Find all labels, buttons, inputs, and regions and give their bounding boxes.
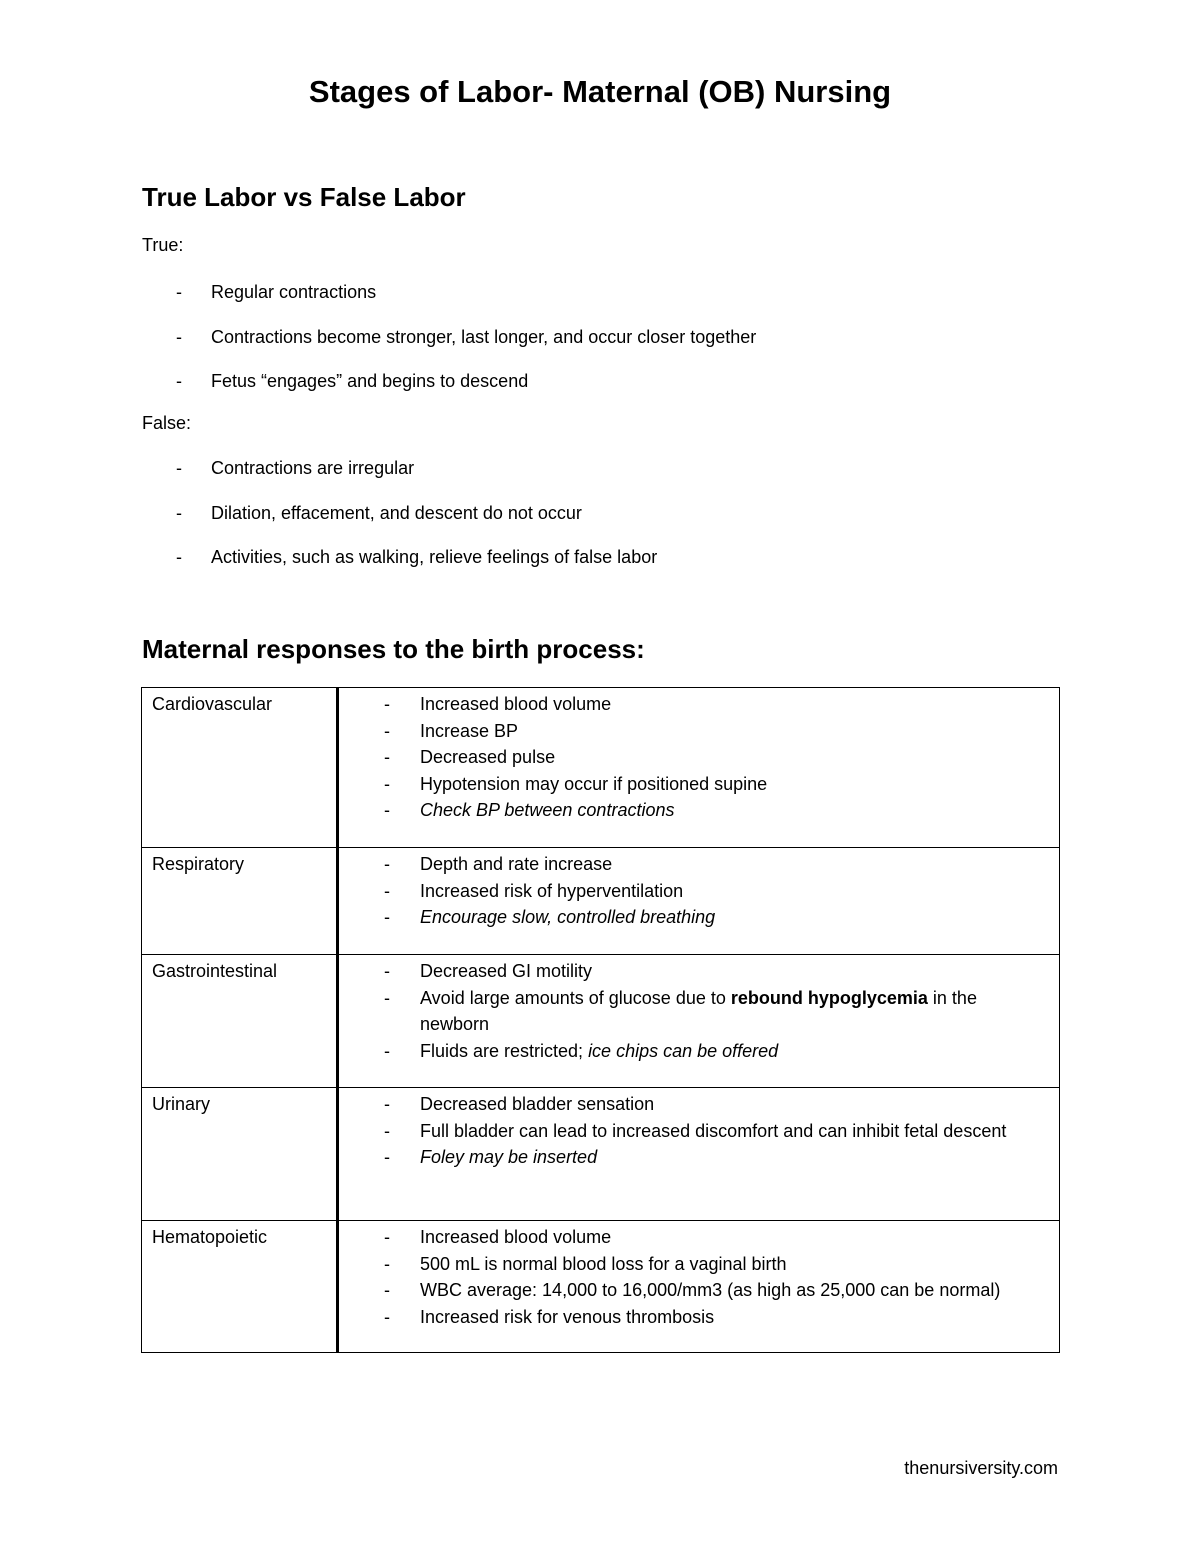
table-row: [142, 955, 1060, 1088]
list-item: - Increase BP: [384, 720, 519, 741]
maternal-responses-table: [141, 687, 1060, 1353]
system-responses: [338, 955, 1060, 1088]
system-name: Cardiovascular: [142, 688, 338, 848]
system-responses: [338, 688, 1060, 848]
table-row: [142, 848, 1060, 955]
true-label: True:: [142, 235, 184, 255]
list-item: - Hypotension may occur if positioned supine: [384, 773, 768, 794]
list-item: - Decreased GI motility: [384, 961, 593, 981]
true-false-heading: True Labor vs False Labor: [142, 182, 466, 212]
system-responses: [338, 1088, 1060, 1221]
list-item: - WBC average: 14,000 to 16,000/mm3 (as high as 25,000 can be normal): [384, 1280, 1001, 1300]
system-name: Urinary: [142, 1088, 338, 1221]
table-row: [142, 1088, 1060, 1221]
system-name: Gastrointestinal: [142, 955, 338, 1088]
page-title: Stages of Labor- Maternal (OB) Nursing: [308, 74, 892, 109]
table-row: [142, 688, 1060, 848]
system-responses: [338, 1221, 1060, 1353]
list-item: - Fluids are restricted; ice chips can be offered: [384, 1040, 779, 1061]
system-name: Hematopoietic: [142, 1221, 338, 1353]
list-item: - Increased blood volume: [384, 694, 612, 714]
list-item: - Full bladder can lead to increased discomfort and can inhibit fetal descent: [384, 1120, 1007, 1141]
system-name: Respiratory: [142, 848, 338, 955]
list-item: - Decreased pulse: [384, 747, 556, 767]
list-item: - Decreased bladder sensation: [384, 1094, 655, 1114]
list-item: - Check BP between contractions: [384, 800, 675, 820]
list-item: - Avoid large amounts of glucose due to rebound hypoglycemia in the newborn: [384, 987, 977, 1034]
false-label: False:: [142, 413, 192, 433]
footer-site-name: thenursiversity.com: [904, 1458, 1058, 1478]
list-item: - 500 mL is normal blood loss for a vaginal birth: [384, 1253, 787, 1274]
list-item: - Encourage slow, controlled breathing: [384, 907, 716, 927]
list-item: - Depth and rate increase: [384, 854, 613, 874]
list-item: - Increased risk for venous thrombosis: [384, 1306, 715, 1327]
table-row: [142, 1221, 1060, 1353]
system-responses: [338, 848, 1060, 955]
list-item: - Foley may be inserted: [384, 1147, 598, 1167]
list-item: - Increased blood volume: [384, 1227, 612, 1247]
list-item: - Increased risk of hyperventilation: [384, 880, 684, 901]
maternal-responses-heading: Maternal responses to the birth process:: [142, 634, 645, 664]
